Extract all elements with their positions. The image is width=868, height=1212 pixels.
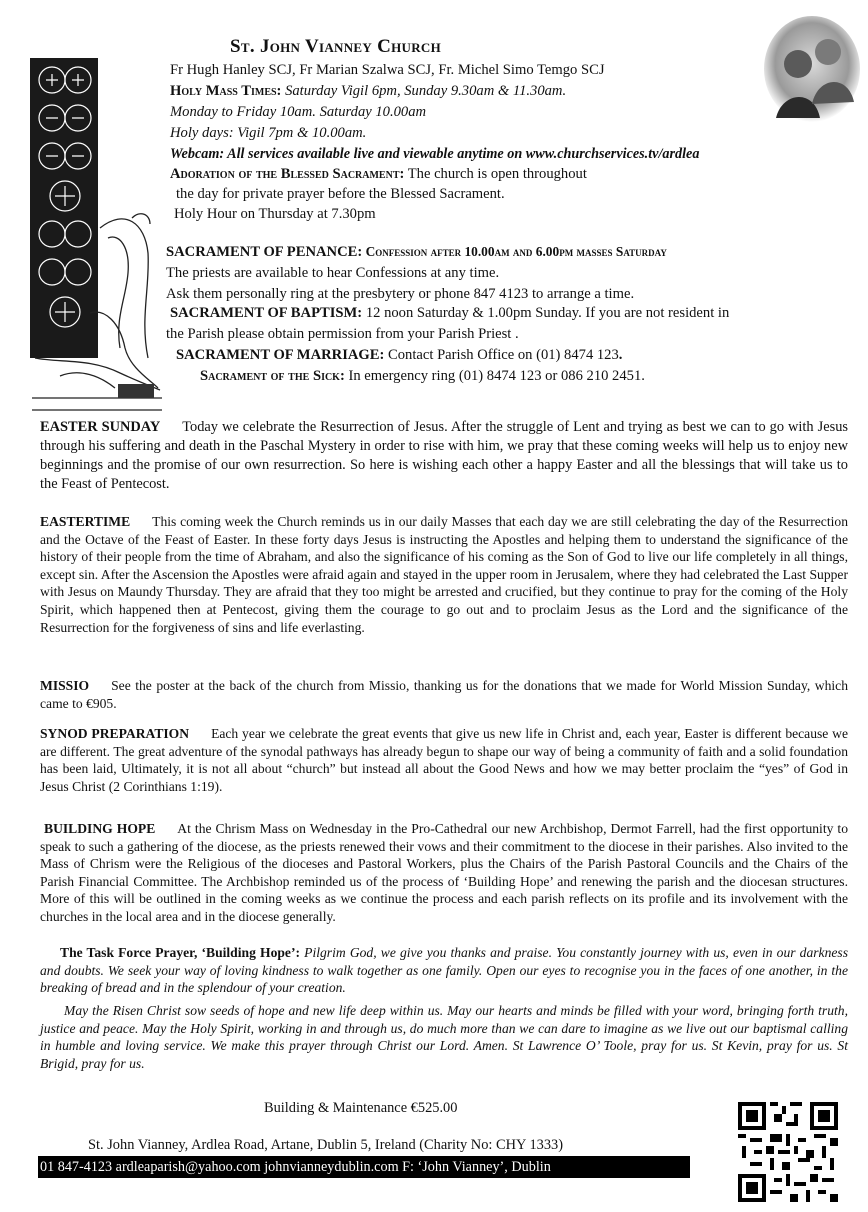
pieta-engraving-image [30,58,165,416]
prayer-continued: May the Risen Christ sow seeds of hope and new life deep within us. May our hearts and minds be filled with your word, bringing forth truth, justice and peace. May the Holy Spirit, working in and through us, do much more than we can dare to imagine as we live out our baptismal calling in humble and loving service. We make this prayer through Christ our Lord. Amen. St Lawrence O’ Toole, pray for us. St Kevin, pray for us. St Brigid, pray for us. [40,1003,848,1071]
marriage-label: SACRAMENT OF MARRIAGE: [176,347,385,363]
holy-days-times: Holy days: Vigil 7pm & 10.00am. [170,125,367,141]
sick-label: Sacrament of the Sick: [200,368,345,384]
eastertime-text: This coming week the Church reminds us in our daily Masses that each day we are still celebrating the day of the Resurrection and the Octave of the Feast of Easter. In these forty days Jesus is instructing the Apostles and helping them to understand the significance of the history of their people from the time of Abraham, and also the significance of his coming as the Son of God to live our life completely in all things, except sin. After the Ascension the Apostles were afraid again and stayed in the upper room in Jerusalem, where they had celebrated the Last Supper with Jesus on Maundy Thursday. They are afraid that they too might be arrested and crucified, but they continue to pray for the coming of the Holy Spirit, which happened then at Pentecost, giving them the courage to go out and to proclaim Jesus as the Lord and the significance of the Resurrection for the forgiveness of sins and life everlasting. [40,514,848,635]
missio-heading: MISSIO [40,678,90,693]
easter-sunday-section [40,418,848,494]
baptism-label: SACRAMENT OF BAPTISM: [170,305,363,321]
building-hope-text: At the Chrism Mass on Wednesday in the Pro-Cathedral our new Archbishop, Dermot Farrell, had the first opportunity to speak to such a gathering of the diocese, as the priests renewed their vows and their commitment to the diocese in their parishes. Also invited to the Mass of Chrism were the Religious of the dioceses and Pastoral Workers, plus the Chairs of the Parish Pastoral Councils and the Chairs of the Parish Financial Committee. The Archbishop reminded us of the process of ‘Building Hope’ and renewing the parish and the diocesan structures. More of this will be outlined in the coming weeks as we continue the process and each parish reflects on its profile and its involvement with the churches in the local area and in the diocese generally. [40,821,848,924]
prayer-heading: The Task Force Prayer, ‘Building Hope’: [60,945,301,960]
webcam-notice: Webcam: All services available live and viewable anytime on www.churchservices.tv/ardlea [170,146,700,162]
sick-line [200,366,645,386]
adoration-line [170,164,587,184]
penance-label: SACRAMENT OF PENANCE: [166,244,363,260]
mass-times-value: Saturday Vigil 6pm, Sunday 9.30am & 11.30am. [281,83,567,99]
priests-names: Fr Hugh Hanley SCJ, Fr Marian Szalwa SCJ, Fr. Michel Simo Temgo SCJ [170,62,605,78]
parish-address: St. John Vianney, Ardlea Road, Artane, Dublin 5, Ireland (Charity No: CHY 1333) [88,1137,564,1153]
eastertime-section [40,513,848,636]
priests-portrait-image [762,14,862,124]
building-hope-section [40,820,848,926]
penance-line-2: The priests are available to hear Confessions at any time. [166,265,500,281]
eastertime-heading: EASTERTIME [40,514,131,529]
marriage-line [176,345,622,365]
church-title: St. John Vianney Church [230,36,442,57]
synod-section [40,725,848,795]
penance-line [166,242,667,262]
missio-section [40,677,848,712]
baptism-text: 12 noon Saturday & 1.00pm Sunday. If you are not resident in [362,305,730,321]
adoration-text-2: the day for private prayer before the Blessed Sacrament. [176,186,505,202]
baptism-line [170,303,729,323]
synod-text: Each year we celebrate the great events that give us new life in Christ and, each year, Easter is different because we are different. The great adventure of the synodal pathways has already begun to shape our way of being a community of faith and a solid foundation has been laid, Ultimately, it is not all about “church” but instead all about the Good News and how we may better proclaim the “yes” of God in Jesus Christ (2 Corinthians 1:19). [40,726,848,794]
penance-times: Confession after 10.00am and 6.00pm masses Saturday [362,244,667,259]
baptism-line-2: the Parish please obtain permission from your Parish Priest . [166,326,519,342]
building-hope-heading: BUILDING HOPE [44,821,156,836]
adoration-label: Adoration of the Blessed Sacrament: [170,166,405,182]
prayer-section [40,944,848,997]
holy-hour: Holy Hour on Thursday at 7.30pm [174,206,376,222]
prayer-text: Pilgrim God, we give you thanks and praise. You constantly journey with us, even in our darkness and doubts. We seek your way of loving kindness to walk together as one family. Open our eyes to recognise you in the faces of one another, in the breaking of bread and in the splendour of your creation. [40,945,848,996]
penance-line-3: Ask them personally ring at the presbytery or phone 847 4123 to arrange a time. [166,286,635,302]
mass-times-line [170,81,566,101]
synod-heading: SYNOD PREPARATION [40,726,190,741]
marriage-text: Contact Parish Office on (01) 8474 123 [384,347,619,363]
contact-bar: 01 847-4123 ardleaparish@yahoo.com johnvianneydublin.com F: ‘John Vianney’, Dublin [38,1156,690,1178]
adoration-text: The church is open throughout [404,166,587,182]
sick-text: In emergency ring (01) 8474 123 or 086 210 2451. [344,368,645,384]
easter-sunday-heading: EASTER SUNDAY [40,419,161,435]
building-maintenance-total: Building & Maintenance €525.00 [264,1100,458,1116]
weekday-times: Monday to Friday 10am. Saturday 10.00am [170,104,427,120]
mass-times-label: Holy Mass Times: [170,83,282,99]
missio-text: See the poster at the back of the church from Missio, thanking us for the donations that we made for World Mission Sunday, which came to €905. [40,678,848,711]
qr-code-image [738,1102,838,1202]
easter-sunday-text: Today we celebrate the Resurrection of Jesus. After the struggle of Lent and trying as best we can to go with Jesus through his suffering and death in the Paschal Mystery in order to rise with him, we pray that these coming weeks will help us to enjoy new beginnings and the promise of our own resurrection. So here is wishing each other a happy Easter and all the blessings that will take us to the Feast of Pentecost. [40,419,848,492]
marriage-dot: . [618,347,623,363]
